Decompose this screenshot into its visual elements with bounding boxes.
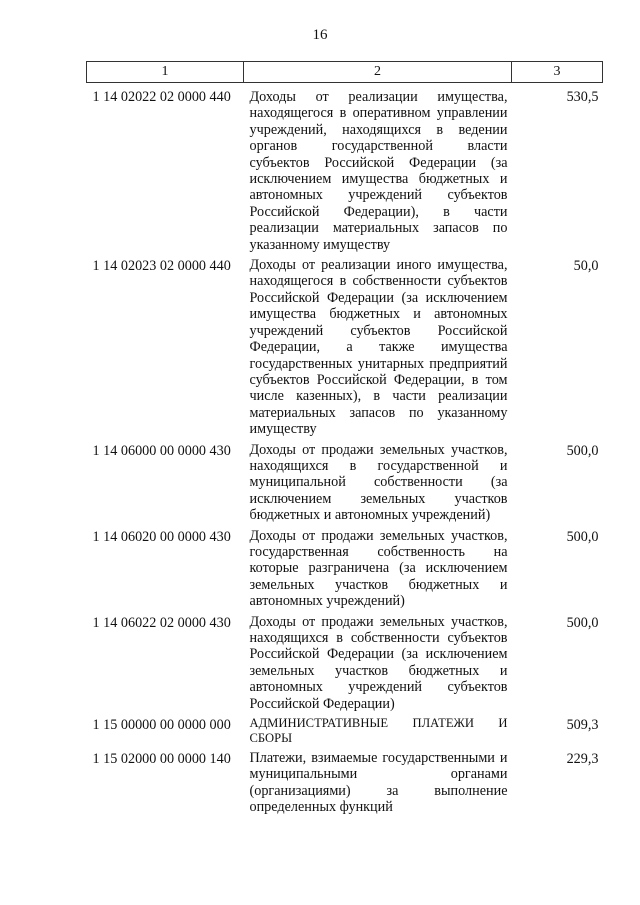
table-row — [87, 716, 603, 750]
row-amount: 500,0 — [566, 528, 599, 545]
row-amount: 530,5 — [566, 89, 599, 105]
column-header-code: 1 — [87, 62, 244, 83]
row-amount: 229,3 — [566, 751, 599, 768]
row-code: 1 15 02000 00 0000 140 — [92, 751, 231, 768]
row-amount: 509,3 — [566, 717, 599, 734]
column-header-amount: 3 — [512, 62, 603, 83]
row-code: 1 14 06022 02 0000 430 — [92, 614, 231, 631]
row-code: 1 14 02023 02 0000 440 — [92, 258, 231, 275]
row-code: 1 14 06020 00 0000 430 — [92, 528, 231, 545]
row-description: Доходы от продажи земельных участков, находящихся в собственности субъектов Российской Федерации (за исключением земельных участков бюджетных и автономных учреждений субъектов Российской Федерации) — [249, 613, 508, 712]
row-description: АДМИНИСТРАТИВНЫЕ ПЛАТЕЖИ И СБОРЫ — [249, 716, 508, 746]
page-number: 16 — [312, 27, 328, 43]
row-description: Доходы от продажи земельных участков, государственная собственность на которые разграничена (за исключением земельных участков бюджетных и автономных учреждений) — [249, 527, 508, 610]
row-description: Платежи, взимаемые государственными и муниципальными органами (организациями) за выполнение определенных функций — [249, 750, 508, 816]
table-row — [87, 614, 603, 716]
table-row — [87, 528, 603, 614]
table-row — [87, 257, 603, 441]
row-amount: 50,0 — [573, 258, 599, 275]
row-amount: 500,0 — [566, 614, 599, 631]
row-description: Доходы от реализации иного имущества, находящегося в собственности субъектов Российской Федерации (за исключением имущества бюджетных и автономных учреждений субъектов Российской Федерации, а также имущества государственных унитарных предприятий субъектов Российской Федерации, в том числе казенных), в части реализации материальных запасов по указанному имуществу — [249, 257, 508, 438]
table-row — [87, 442, 603, 528]
column-header-description: 2 — [244, 62, 512, 83]
row-description: Доходы от продажи земельных участков, находящихся в государственной и муниципальной собственности (за исключением земельных участков бюджетных и автономных учреждений) — [249, 441, 508, 524]
table-row — [87, 83, 603, 258]
row-amount: 500,0 — [566, 442, 599, 459]
row-code: 1 14 02022 02 0000 440 — [92, 89, 231, 105]
table-row — [87, 750, 603, 820]
table-header-row — [87, 62, 603, 83]
budget-table — [86, 61, 603, 820]
row-description: Доходы от реализации имущества, находящегося в оперативном управлении учреждений, находящихся в ведении органов государственной власти субъектов Российской Федерации (за исключением имущества бюджетных и автономных учреждений субъектов Российской Федерации), в части реализации материальных запасов по указанному имуществу — [249, 89, 508, 253]
row-code: 1 14 06000 00 0000 430 — [92, 442, 231, 459]
row-code: 1 15 00000 00 0000 000 — [92, 717, 231, 734]
